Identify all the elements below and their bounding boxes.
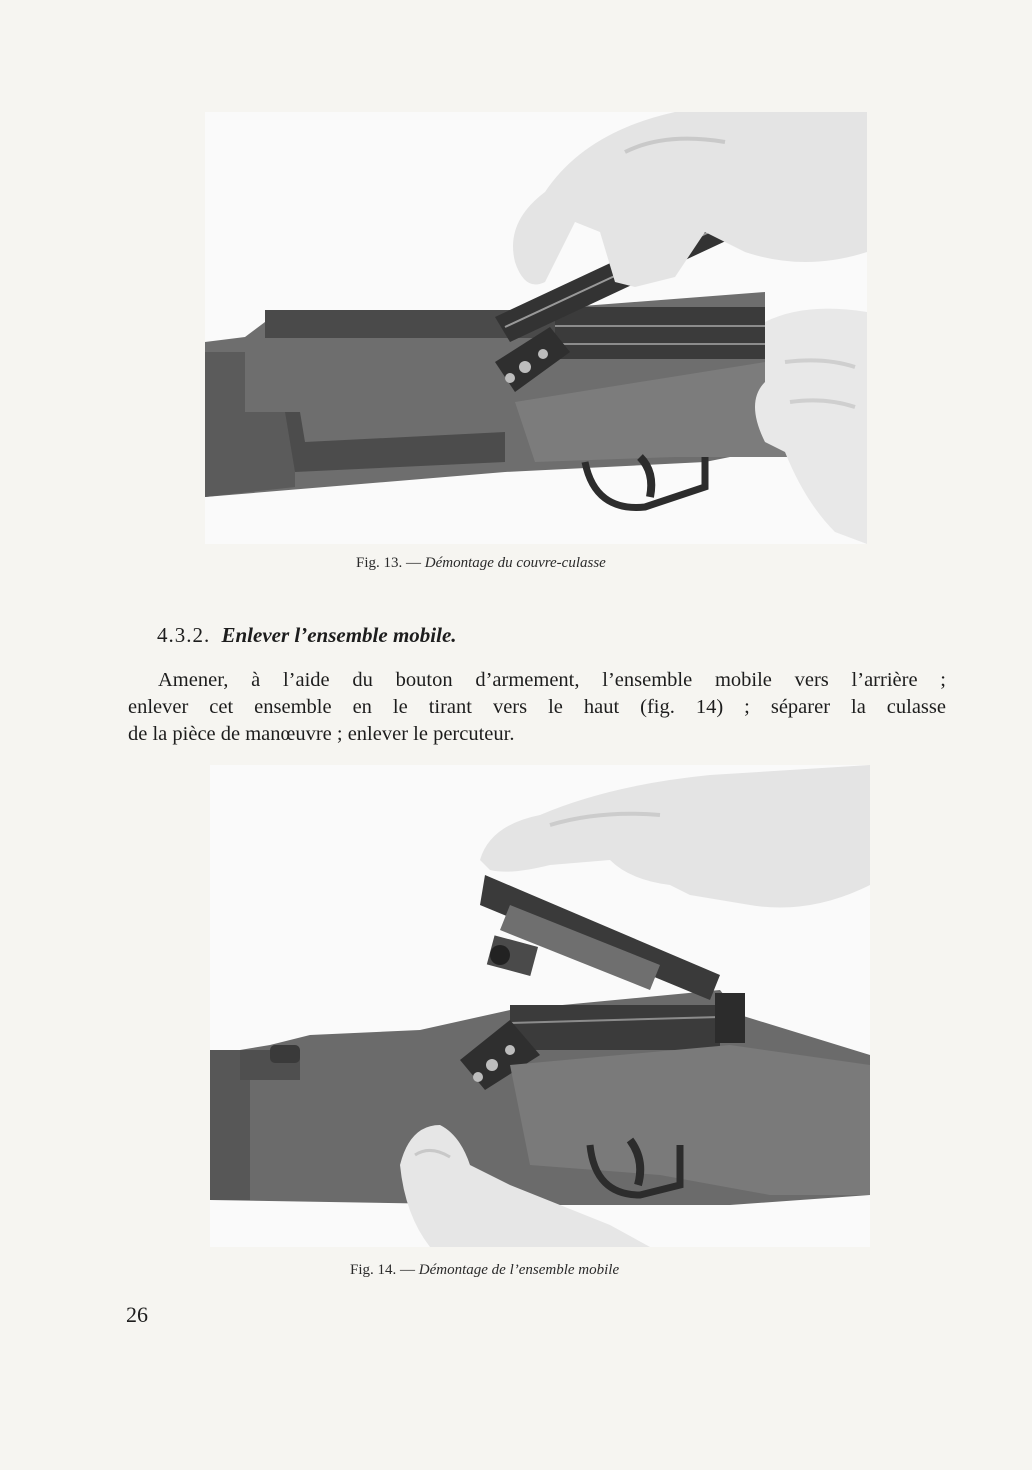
figure-14-dash: — xyxy=(400,1262,416,1278)
figure-13-title: Démontage du couvre-culasse xyxy=(424,555,606,571)
figure-14-number: Fig. 14. xyxy=(350,1262,397,1278)
figure-13-caption xyxy=(356,555,606,572)
body-paragraph xyxy=(128,667,946,748)
section-title: Enlever l’ensemble mobile. xyxy=(221,623,457,647)
figure-14-photo xyxy=(210,765,870,1247)
figure-13-number: Fig. 13. xyxy=(356,555,403,571)
paragraph-line-2: enlever cet ensemble en le tirant vers le haut (fig. 14) ; séparer la culasse xyxy=(128,696,946,718)
rifle-receiver-photo-13 xyxy=(205,112,867,544)
figure-13-photo xyxy=(205,112,867,544)
paragraph-line-3: de la pièce de manœuvre ; enlever le percuteur. xyxy=(128,723,515,745)
rifle-bolt-photo-14 xyxy=(210,765,870,1247)
page-number: 26 xyxy=(126,1302,148,1327)
section-number: 4.3.2. xyxy=(157,623,211,647)
figure-14-title: Démontage de l’ensemble mobile xyxy=(418,1262,620,1278)
section-heading xyxy=(157,623,457,648)
paragraph-line-1: Amener, à l’aide du bouton d’armement, l’ensemble mobile vers l’arrière ; xyxy=(158,669,946,691)
figure-14-caption xyxy=(350,1262,619,1279)
figure-13-dash: — xyxy=(406,555,422,571)
